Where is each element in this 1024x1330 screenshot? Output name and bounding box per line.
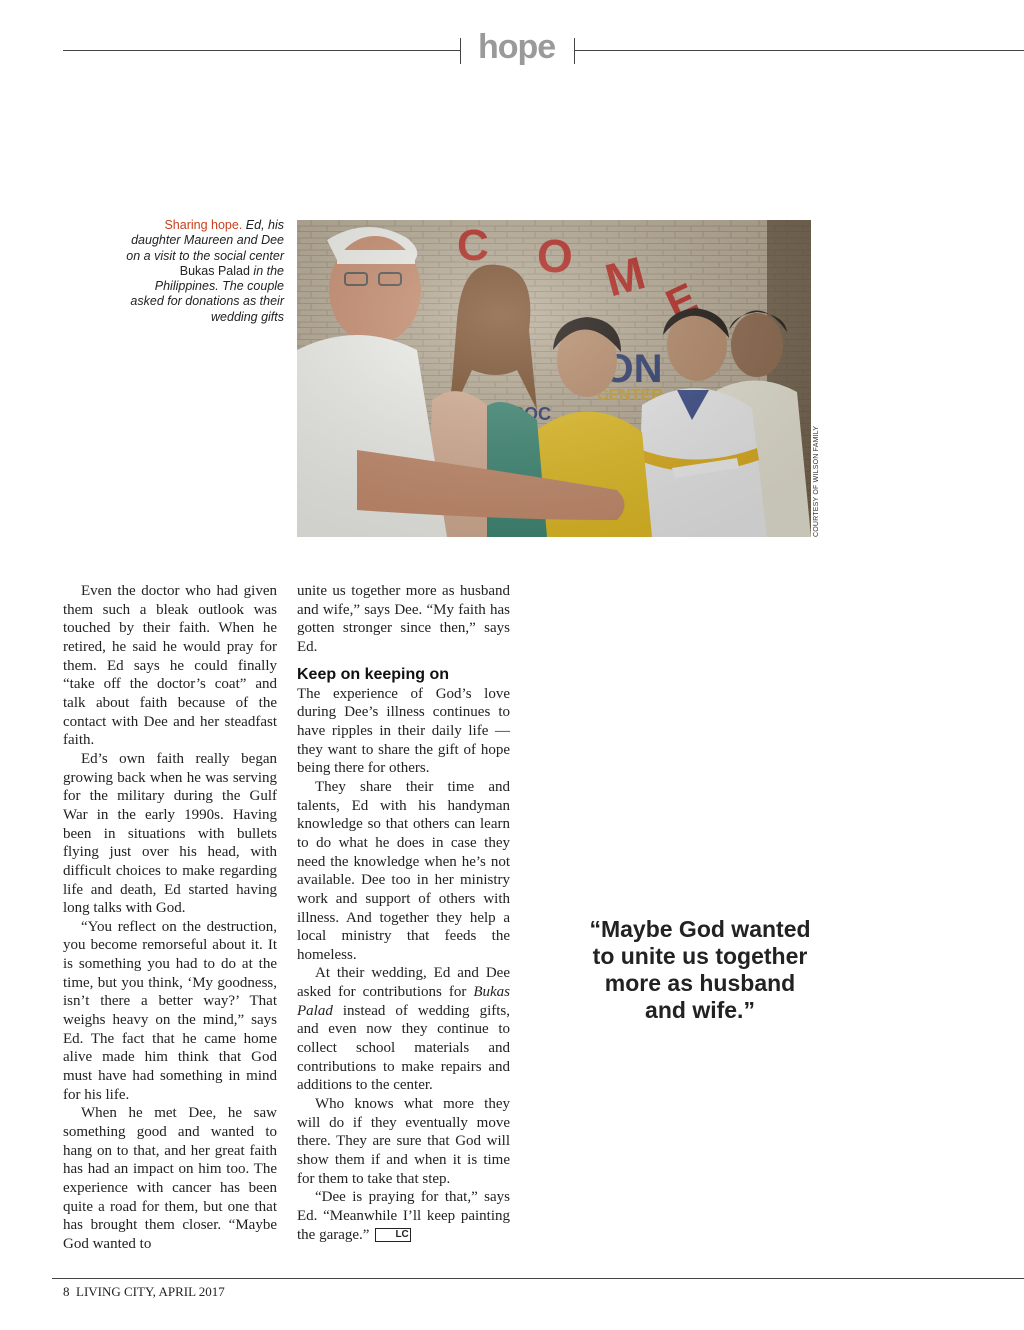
photo-credit: COURTESY OF WILSON FAMILY bbox=[813, 425, 820, 537]
col2-p3-start: At their wedding, Ed and Dee asked for contributions for bbox=[297, 965, 510, 1001]
folio bbox=[63, 1284, 225, 1300]
publication-line: LIVING CITY, APRIL 2017 bbox=[76, 1284, 225, 1299]
photo-caption bbox=[120, 218, 284, 325]
body-column-2 bbox=[297, 582, 510, 1244]
header-rule-right bbox=[574, 50, 1024, 51]
col1-paragraph-4: When he met Dee, he saw something good and wanted to hang on to that, and her great faith has had an impact on him too. The experience with cancer has been quite a road for them, but one that has brought them closer. “Maybe God wanted to bbox=[63, 1105, 277, 1252]
col1-paragraph-2: Ed’s own faith really began growing back when he was serving for the military during the Gulf War in the early 1990s. Having been in situations with bullets flying just over his head, with difficult choices to make regarding life and death, Ed started having long talks with God. bbox=[63, 750, 277, 917]
subhead: Keep on keeping on bbox=[297, 665, 450, 683]
page-number: 8 bbox=[63, 1284, 70, 1299]
col2-paragraph-1: The experience of God’s love during Dee’s illness continues to have ripples in their daily life — they want to share the gift of hope being there for others. bbox=[297, 685, 510, 777]
section-tag: hope bbox=[478, 28, 556, 66]
caption-text-2: in the Philippines. The couple asked for donations as their wedding gifts bbox=[130, 263, 284, 324]
header-rule-left bbox=[63, 50, 460, 51]
header-rule-tick-left bbox=[460, 38, 461, 64]
col2-p3-italic: Bukas Palad bbox=[297, 984, 510, 1019]
photo-group-visit bbox=[297, 220, 811, 537]
caption-text-1: Ed, his daughter Maureen and Dee on a visit to the social center bbox=[126, 218, 284, 263]
body-column-1 bbox=[63, 582, 277, 1254]
caption-place: Bukas Palad bbox=[179, 263, 250, 278]
end-mark-icon: LC bbox=[375, 1228, 410, 1242]
col2-paragraph-3 bbox=[297, 964, 510, 1095]
photo-illustration bbox=[297, 220, 811, 537]
header-rule-tick-right bbox=[574, 38, 575, 64]
col2-p3-end: instead of wedding gifts, and even now they continue to collect school materials and contributions to make repairs and additions to the center. bbox=[297, 1002, 510, 1094]
pull-quote: “Maybe God wanted to unite us together more as husband and wife.” bbox=[589, 916, 811, 1023]
col1-paragraph-1: Even the doctor who had given them such a bleak outlook was touched by their faith. When he retired, he said he would pray for them. Ed says he could finally “take off the doctor’s coat” and talk about faith because of the contact with Dee and her steadfast faith. bbox=[63, 583, 277, 749]
footer-rule bbox=[52, 1278, 1024, 1279]
col2-paragraph-2: They share their time and talents, Ed with his handyman knowledge so that others can learn to do what he does in case they need the knowledge when he’s not available. Dee too in her ministry work and support of others with illness. And together they help a local ministry that feeds the homeless. bbox=[297, 778, 510, 963]
col2-paragraph-4: Who knows what more they will do if they eventually move there. They are sure that God will show them if and when it is time for them to take that step. bbox=[297, 1096, 510, 1187]
col2-p5-text: “Dee is praying for that,” says Ed. “Meanwhile I’ll keep painting the garage.” bbox=[297, 1189, 510, 1243]
caption-lead: Sharing hope. bbox=[164, 218, 243, 232]
col2-carryover: unite us together more as husband and wife,” says Dee. “My faith has gotten stronger since then,” says Ed. bbox=[297, 583, 510, 655]
col1-paragraph-3: “You reflect on the destruction, you become remorseful about it. It is something you had to do at the time, but you think, ‘My goodness, isn’t there a better way?’ That weighs heavy on the mind,” says Ed. The fact that he came home alive made him think that God must have had something in mind for his life. bbox=[63, 918, 277, 1103]
col2-paragraph-5 bbox=[297, 1188, 510, 1244]
